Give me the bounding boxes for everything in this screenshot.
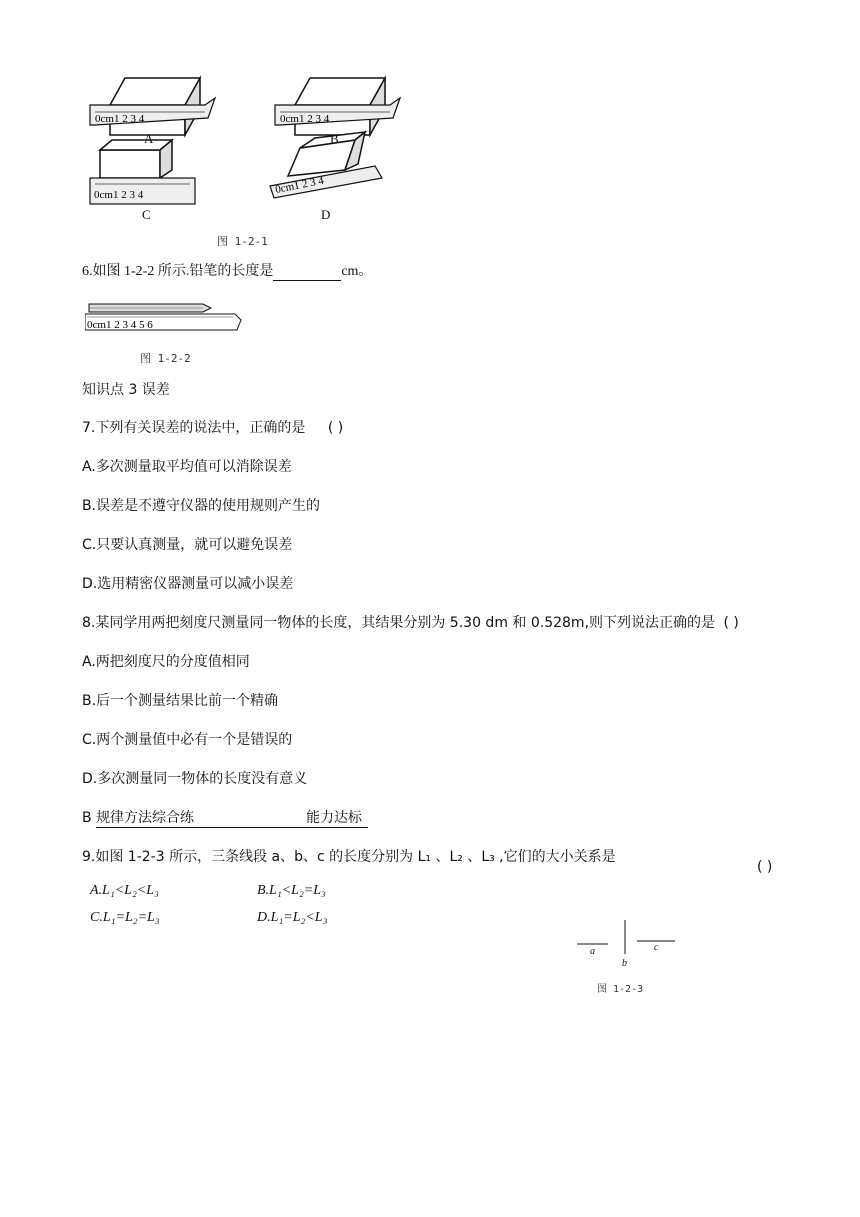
fig-label-a: a xyxy=(590,946,595,957)
fig-label-c: c xyxy=(654,942,659,953)
q7-option-c[interactable]: C.只要认真测量，就可以避免误差 xyxy=(82,537,293,553)
section-b-header xyxy=(82,809,368,827)
q8-option-a[interactable]: A.两把刻度尺的分度值相同 xyxy=(82,654,250,670)
svg-text:0cm1 2 3 4: 0cm1 2 3 4 xyxy=(95,113,145,125)
q8-option-c[interactable]: C.两个测量值中必有一个是错误的 xyxy=(82,732,293,748)
diagram-c xyxy=(90,140,195,204)
q8-stem: 8.某同学用两把刻度尺测量同一物体的长度，其结果分别为 5.30 dm 和 0.528m,则下列说法正确的是 xyxy=(82,615,716,631)
label-d: D xyxy=(321,207,331,222)
q6-answer-blank[interactable] xyxy=(273,266,341,281)
diagram-a xyxy=(90,78,215,135)
q8-option-d[interactable]: D.多次测量同一物体的长度没有意义 xyxy=(82,771,308,787)
q7-option-d[interactable]: D.选用精密仪器测量可以减小误差 xyxy=(82,576,294,592)
pencil-ruler-diagram xyxy=(85,298,250,338)
figure-caption-1-2-3: 图 1-2-3 xyxy=(597,984,644,995)
svg-text:0cm1 2 3 4: 0cm1 2 3 4 xyxy=(94,189,144,201)
q8-option-b[interactable]: B.后一个测量结果比前一个精确 xyxy=(82,693,279,709)
label-b: B xyxy=(330,131,339,146)
q8-answer-paren[interactable]: ( ) xyxy=(723,615,739,631)
section-b-right-title: 能力达标 xyxy=(306,810,363,826)
question-7-stem xyxy=(82,419,343,437)
q9-option-b[interactable]: B.L₁<L₂=L₃ xyxy=(257,883,326,898)
q9-option-d[interactable]: D.L₁=L₂<L₃ xyxy=(257,910,328,925)
svg-text:0cm1 2 3 4 5 6: 0cm1 2 3 4 5 6 xyxy=(87,319,153,331)
diagram-b xyxy=(275,78,400,135)
figure-caption-1-2-2: 图 1-2-2 xyxy=(140,352,191,365)
figure-caption-1-2-1: 图 1-2-1 xyxy=(217,235,268,248)
question-6 xyxy=(82,263,372,281)
section-title-errors: 知识点 3 误差 xyxy=(82,382,170,398)
figure-1-2-2 xyxy=(85,298,250,342)
q9-option-c[interactable]: C.L₁=L₂=L₃ xyxy=(90,910,160,925)
svg-text:0cm1 2 3 4: 0cm1 2 3 4 xyxy=(274,174,325,196)
figure-1-2-3 xyxy=(570,918,680,977)
q7-answer-paren[interactable]: ( ) xyxy=(327,420,344,436)
question-9-stem: 9.如图 1-2-3 所示，三条线段 a、b、c 的长度分别为 L₁ 、L₂ 、L₃ ,它们的大小关系是 xyxy=(82,849,616,865)
ruler-measurement-diagrams xyxy=(80,70,440,250)
fig-label-b: b xyxy=(622,958,627,969)
q7-option-b[interactable]: B.误差是不遵守仪器的使用规则产生的 xyxy=(82,498,321,514)
q9-answer-paren[interactable]: ( ) xyxy=(757,859,773,875)
label-a: A xyxy=(144,131,154,146)
q7-stem: 7.下列有关误差的说法中，正确的是 xyxy=(82,420,306,436)
section-b-left-title: 规律方法综合练 xyxy=(96,810,195,826)
q7-option-a[interactable]: A.多次测量取平均值可以消除误差 xyxy=(82,459,292,475)
diagram-d xyxy=(270,132,382,198)
svg-text:0cm1 2 3 4: 0cm1 2 3 4 xyxy=(280,113,330,125)
section-b-prefix: B xyxy=(82,810,92,826)
figure-1-2-1 xyxy=(80,70,440,250)
q6-text: 6.如图 1-2-2 所示.铅笔的长度是 xyxy=(82,264,274,279)
section-b-underline xyxy=(96,810,368,828)
q9-option-a[interactable]: A.L₁<L₂<L₃ xyxy=(90,883,159,898)
question-8-stem xyxy=(82,614,739,632)
label-c: C xyxy=(142,207,151,222)
q6-unit: cm。 xyxy=(341,264,373,279)
